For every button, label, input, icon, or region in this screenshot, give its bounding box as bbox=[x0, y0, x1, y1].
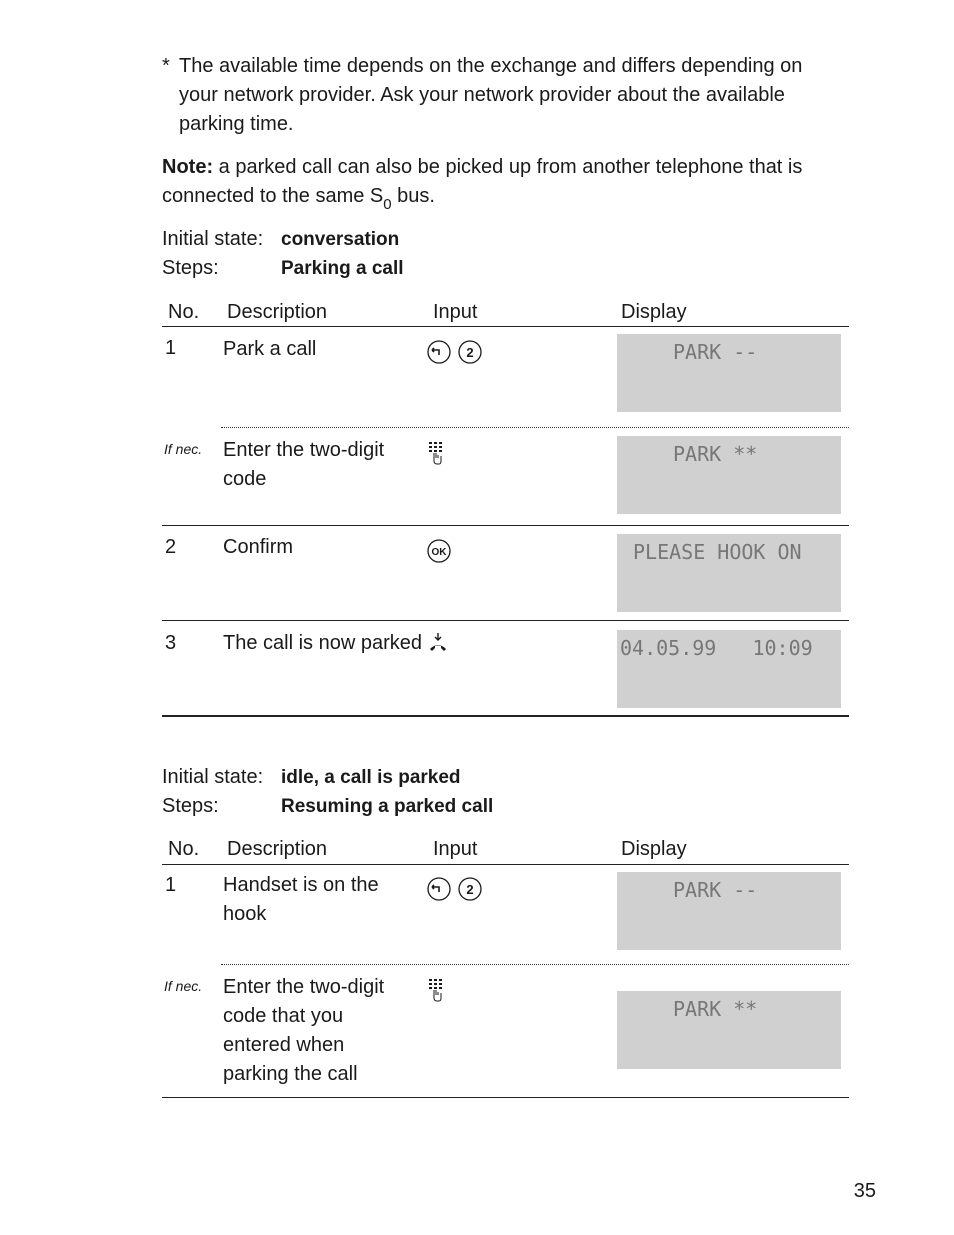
display-text: PARK -- bbox=[673, 878, 758, 902]
step-number: 3 bbox=[165, 632, 177, 654]
header-description: Description bbox=[227, 301, 328, 323]
dotted-separator bbox=[221, 427, 849, 428]
table-header-rule bbox=[162, 326, 849, 327]
dotted-separator bbox=[221, 964, 849, 965]
display-text: 04.05.99 10:09 bbox=[620, 636, 813, 660]
table-bottom-rule bbox=[162, 1097, 849, 1098]
initial-state-label: Initial state: bbox=[162, 228, 264, 250]
step-description: The call is now parked bbox=[223, 632, 422, 654]
note-label: Note: bbox=[162, 156, 214, 178]
table-header-rule bbox=[162, 864, 849, 865]
footnote-marker: * bbox=[162, 55, 170, 77]
header-no: No. bbox=[168, 301, 200, 323]
digit-2-key-icon bbox=[456, 340, 482, 366]
header-display: Display bbox=[621, 838, 687, 860]
footnote-text: The available time depends on the exchange and differs depending on your network provider. Ask your network provider about the available parking time. bbox=[179, 55, 803, 135]
ok-key-label: OK bbox=[431, 547, 447, 558]
page-number: 35 bbox=[853, 1180, 876, 1202]
steps-label: Steps: bbox=[162, 257, 219, 279]
display-text: PARK ** bbox=[673, 442, 758, 466]
step-description: Confirm bbox=[223, 536, 294, 558]
header-input: Input bbox=[433, 838, 478, 860]
display-text: PARK ** bbox=[673, 997, 758, 1021]
step-description: Enter the two-digit code that you entered when parking the call bbox=[223, 976, 385, 1085]
display-lcd bbox=[617, 872, 841, 950]
note-subscript: 0 bbox=[383, 196, 392, 213]
display-text: PARK -- bbox=[673, 340, 758, 364]
table-bottom-rule bbox=[162, 715, 849, 717]
steps-value: Parking a call bbox=[281, 258, 404, 279]
keypad-icon bbox=[428, 441, 444, 465]
digit-2-label: 2 bbox=[466, 882, 474, 897]
digit-2-label: 2 bbox=[466, 345, 474, 360]
step-number: 2 bbox=[165, 536, 177, 558]
row-rule bbox=[162, 620, 849, 621]
ok-key-icon bbox=[427, 539, 453, 563]
hang-up-icon bbox=[428, 632, 450, 654]
display-lcd bbox=[617, 436, 841, 514]
initial-state-value: conversation bbox=[281, 229, 400, 250]
header-no: No. bbox=[168, 838, 200, 860]
step-description: Park a call bbox=[223, 338, 317, 360]
display-lcd bbox=[617, 630, 841, 708]
step-number: 1 bbox=[165, 337, 177, 359]
row-rule bbox=[162, 525, 849, 526]
display-lcd bbox=[617, 991, 841, 1069]
header-description: Description bbox=[227, 838, 328, 860]
initial-state-label: Initial state: bbox=[162, 766, 264, 788]
step-number: 1 bbox=[165, 874, 177, 896]
note-paragraph bbox=[162, 153, 842, 211]
step-description: Enter the two-digit code bbox=[223, 439, 385, 490]
digit-2-key-icon bbox=[456, 877, 482, 903]
steps-value: Resuming a parked call bbox=[281, 796, 494, 817]
keypad-icon bbox=[428, 978, 444, 1002]
step-description: Handset is on the hook bbox=[223, 874, 379, 925]
if-necessary-label: If nec. bbox=[164, 978, 203, 994]
display-lcd bbox=[617, 334, 841, 412]
steps-label: Steps: bbox=[162, 795, 219, 817]
header-display: Display bbox=[621, 301, 687, 323]
if-necessary-label: If nec. bbox=[164, 441, 203, 457]
header-input: Input bbox=[433, 301, 478, 323]
initial-state-value: idle, a call is parked bbox=[281, 767, 461, 788]
display-lcd bbox=[617, 534, 841, 612]
note-text: a parked call can also be picked up from another telephone that is connected to the same S bbox=[162, 156, 803, 207]
display-text: PLEASE HOOK ON bbox=[633, 540, 802, 564]
note-text-end: bus. bbox=[391, 185, 435, 207]
